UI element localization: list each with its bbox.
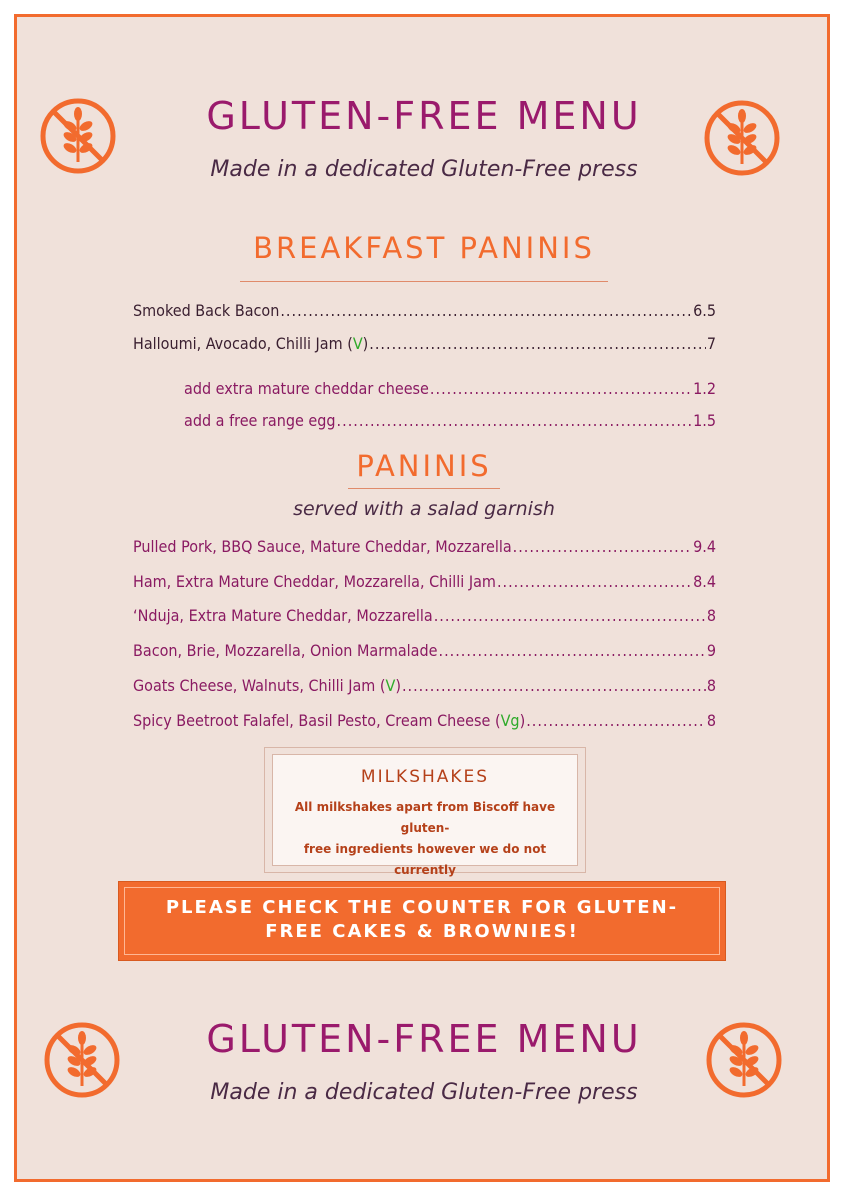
menu-item: Halloumi, Avocado, Chilli Jam (V) ..... 7 — [133, 334, 716, 353]
milkshakes-note: All milkshakes apart from Biscoff have gluten- free ingredients however we do not currently — [294, 800, 556, 877]
menu-item: ‘Nduja, Extra Mature Cheddar, Mozzarella ..... 8 — [133, 606, 716, 625]
vegetarian-tag: V — [352, 334, 363, 353]
menu-item: Pulled Pork, BBQ Sauce, Mature Cheddar, Mozzarella ..... 9.4 — [133, 537, 716, 556]
menu-item: Smoked Back Bacon ..... 6.5 — [133, 301, 716, 320]
footer-subtitle: Made in a dedicated Gluten-Free press — [210, 1080, 638, 1105]
menu-item: Ham, Extra Mature Cheddar, Mozzarella, Chilli Jam ..... 8.4 — [133, 572, 716, 591]
menu-page — [14, 14, 830, 1182]
page-subtitle: Made in a dedicated Gluten-Free press — [210, 157, 638, 182]
vegan-tag: Vg — [500, 711, 520, 730]
menu-item: Goats Cheese, Walnuts, Chilli Jam (V) ..... 8 — [133, 676, 716, 695]
footer-title: GLUTEN-FREE MENU — [206, 1017, 642, 1061]
paninis-section-title: PANINIS — [356, 449, 492, 483]
extra-item: add a free range egg ..... 1.5 — [184, 411, 716, 430]
divider — [348, 488, 500, 489]
vegetarian-tag: V — [385, 676, 396, 695]
paninis-subtitle: served with a salad garnish — [293, 498, 555, 520]
breakfast-section-title: BREAKFAST PANINIS — [253, 231, 595, 265]
menu-item: Spicy Beetroot Falafel, Basil Pesto, Cream Cheese (Vg) ..... 8 — [133, 711, 716, 730]
extra-item: add extra mature cheddar cheese ..... 1.2 — [184, 379, 716, 398]
menu-item: Bacon, Brie, Mozzarella, Onion Marmalade ..... 9 — [133, 641, 716, 660]
banner-text: PLEASE CHECK THE COUNTER FOR GLUTEN- FREE CAKES & BROWNIES! — [165, 897, 679, 942]
page-title: GLUTEN-FREE MENU — [206, 94, 642, 138]
milkshakes-title: MILKSHAKES — [360, 767, 490, 787]
milkshakes-box — [264, 747, 586, 877]
divider — [240, 281, 608, 282]
cakes-banner — [118, 881, 726, 961]
